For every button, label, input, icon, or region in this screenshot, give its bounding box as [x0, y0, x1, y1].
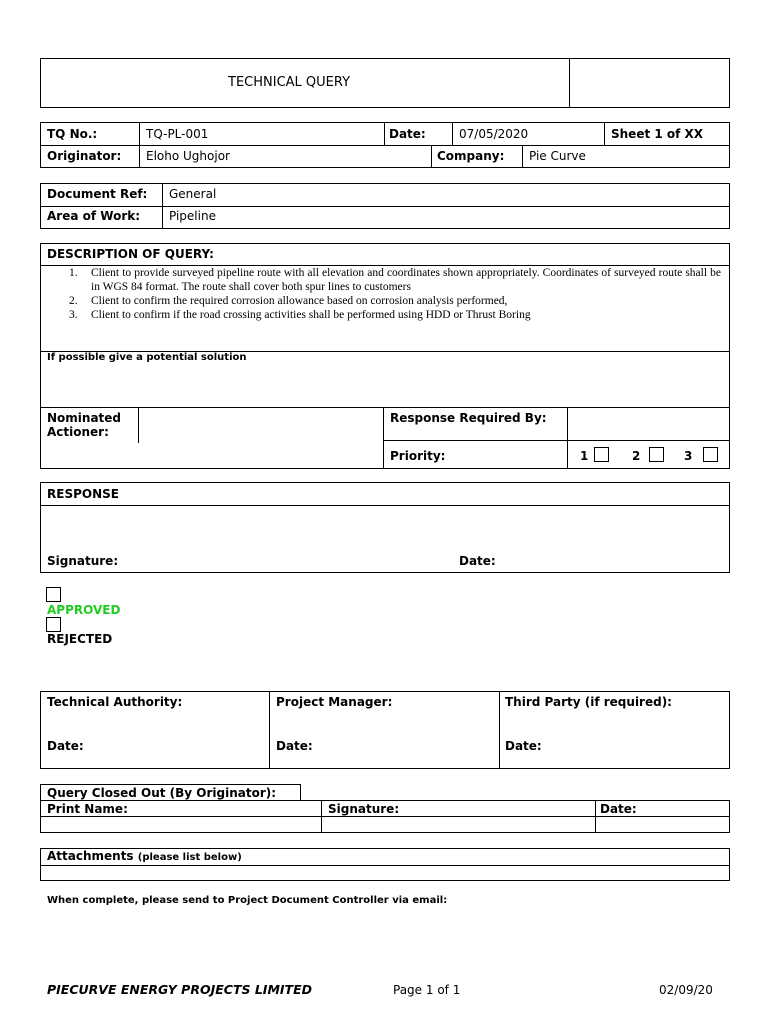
third-party-date-label: Date: [505, 739, 542, 753]
priority-option-2: 2 [632, 449, 641, 463]
tq-no-value[interactable]: TQ-PL-001 [146, 127, 209, 141]
area-of-work-value[interactable]: Pipeline [169, 209, 216, 223]
priority-2-checkbox[interactable] [649, 447, 664, 462]
priority-option-3: 3 [684, 449, 693, 463]
project-manager-label: Project Manager: [276, 695, 393, 709]
response-required-field[interactable] [568, 407, 728, 439]
query-list [41, 266, 721, 322]
sheet-number: Sheet 1 of XX [611, 127, 704, 141]
attachments-title: Attachments [47, 849, 134, 863]
footer-company: PIECURVE ENERGY PROJECTS LIMITED [47, 982, 312, 997]
closeout-signature-label: Signature: [328, 802, 400, 816]
response-table [40, 482, 730, 573]
response-signature-label: Signature: [47, 554, 119, 568]
query-heading: DESCRIPTION OF QUERY: [47, 247, 214, 261]
document-title: TECHNICAL QUERY [228, 75, 351, 90]
attachments-heading [47, 849, 242, 865]
response-heading: RESPONSE [47, 487, 119, 501]
title-block [40, 58, 730, 108]
attachments-field[interactable] [41, 865, 729, 880]
priority-1-checkbox[interactable] [594, 447, 609, 462]
company-value[interactable]: Pie Curve [529, 149, 586, 163]
originator-label: Originator: [47, 149, 122, 163]
rejected-checkbox[interactable] [46, 617, 61, 632]
rejected-label: REJECTED [47, 632, 113, 646]
query-item: 2. Client to confirm the required corrosion allowance based on corrosion analysis performed, [69, 295, 508, 307]
technical-date-label: Date: [47, 739, 84, 753]
query-item: 1. Client to provide surveyed pipeline route with all elevation and coordinates shown appropriately. Coordinates of surveyed route shall be in WGS 84 format. The route shall cover both spur lines to customers [69, 267, 721, 293]
closeout-signature-field[interactable] [322, 816, 594, 832]
closeout-date-field[interactable] [596, 816, 729, 832]
print-name-field[interactable] [41, 816, 320, 832]
nominated-actioner-label: Nominated Actioner: [47, 411, 122, 439]
doc-ref-value[interactable]: General [169, 187, 217, 201]
approved-label: APPROVED [47, 603, 121, 617]
approved-checkbox[interactable] [46, 587, 61, 602]
print-name-label: Print Name: [47, 802, 128, 816]
potential-solution-label: If possible give a potential solution [47, 352, 247, 363]
footer-date: 02/09/20 [659, 983, 713, 997]
response-required-label: Response Required By: [390, 411, 547, 425]
footer-page: Page 1 of 1 [393, 983, 461, 997]
technical-authority-label: Technical Authority: [47, 695, 183, 709]
third-party-label: Third Party (if required): [505, 695, 672, 709]
date-value[interactable]: 07/05/2020 [459, 127, 529, 141]
originator-value[interactable]: Eloho Ughojor [146, 149, 230, 163]
email-note: When complete, please send to Project Document Controller via email: [47, 895, 448, 906]
response-date-label: Date: [459, 554, 496, 568]
company-label: Company: [437, 149, 505, 163]
pm-date-label: Date: [276, 739, 313, 753]
attachments-sub: (please list below) [137, 852, 242, 863]
priority-label: Priority: [390, 449, 446, 463]
date-label: Date: [389, 127, 426, 141]
query-item: 3. Client to confirm if the road crossing activities shall be performed using HDD or Thrust Boring [69, 309, 531, 321]
closeout-heading: Query Closed Out (By Originator): [47, 786, 277, 800]
priority-3-checkbox[interactable] [703, 447, 718, 462]
priority-option-1: 1 [580, 449, 589, 463]
tq-no-label: TQ No.: [47, 127, 98, 141]
doc-ref-label: Document Ref: [47, 187, 148, 201]
closeout-date-label: Date: [600, 802, 637, 816]
nominated-actioner-field[interactable] [139, 407, 382, 443]
area-of-work-label: Area of Work: [47, 209, 141, 223]
